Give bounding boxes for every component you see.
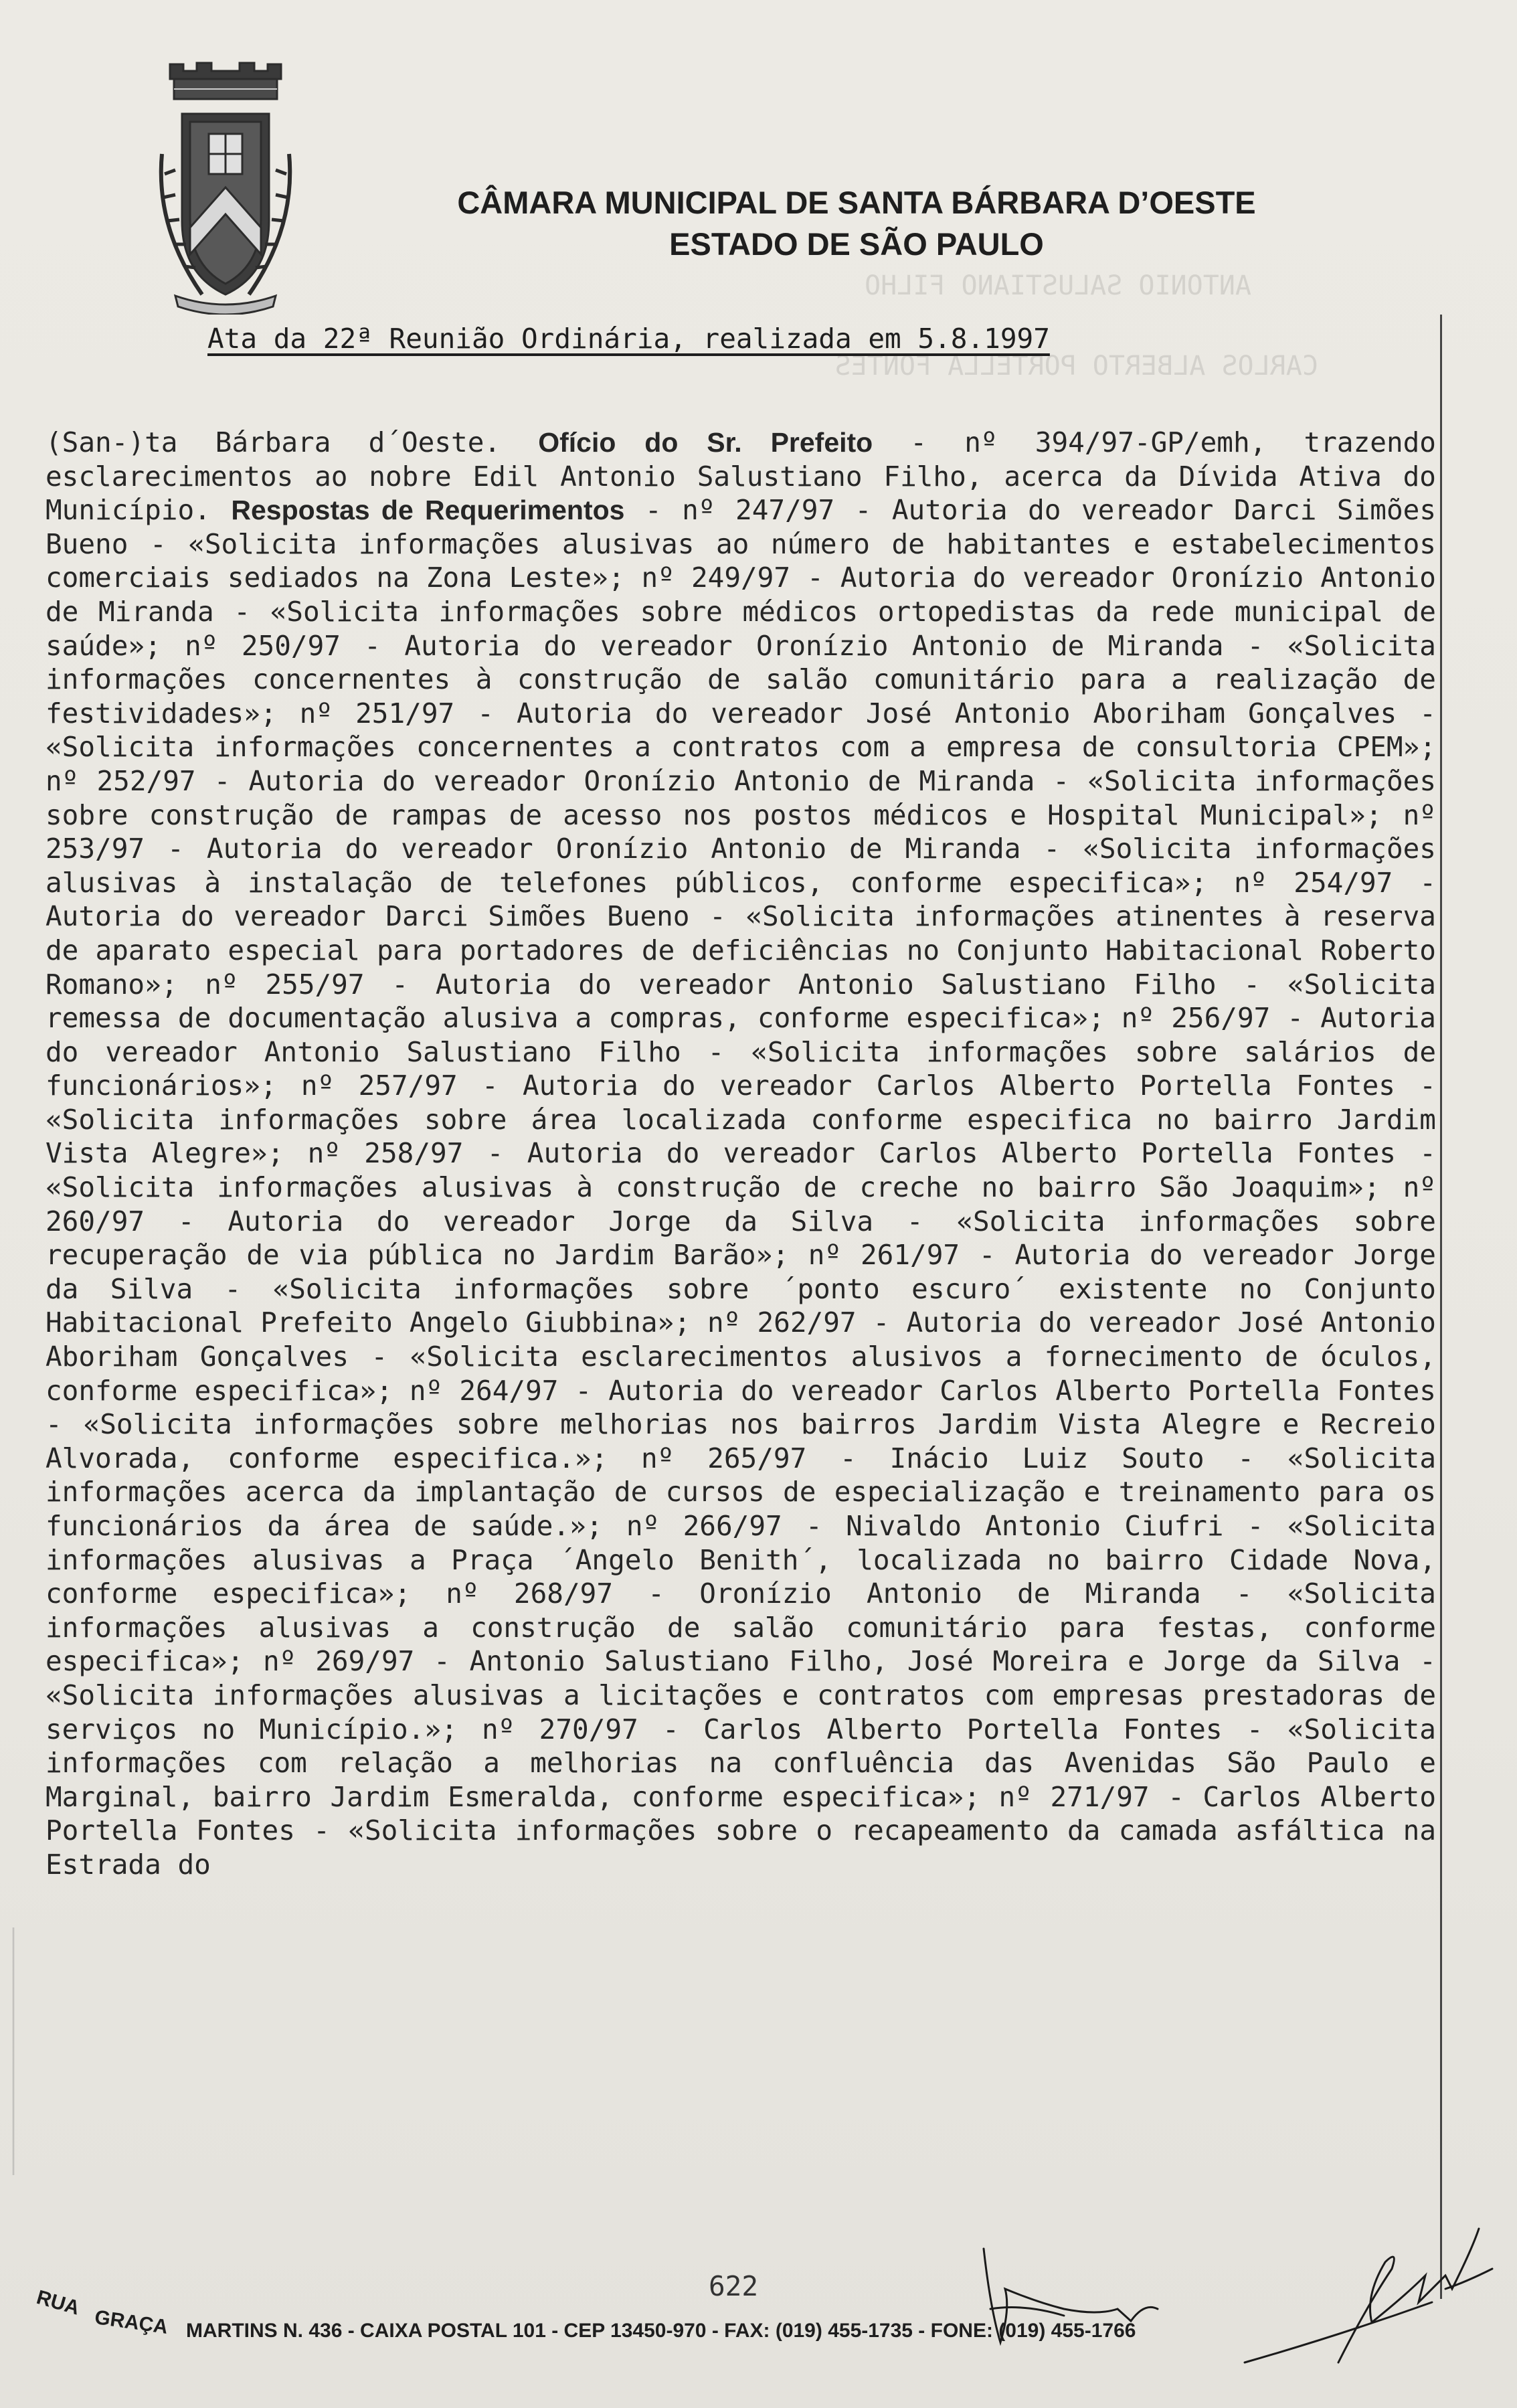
signatures: [964, 2209, 1512, 2383]
requirements-answers-text: - nº 247/97 - Autoria do vereador Darci Simões Bueno - «Solicita informações alusivas ao número de habitantes e estabelecimentos comerciais sediados na Zona Leste»; nº 249/97 - Autoria do vereador Oronízio Antonio de Miranda - «Solicita informações sobre médicos ortopedistas da rede municipal de saúde»; nº 250/97 - Autoria do vereador Oronízio Antonio de Miranda - «Solicita informações concernentes à construção de salão comunitário para a realização de festividades»; nº 251/97 - Autoria do vereador José Antonio Aboriham Gonçalves - «Solicita informações concernentes a contratos com a empresa de consultoria CPEM»; nº 252/97 - Autoria do vereador Oronízio Antonio de Miranda - «Solicita informações sobre construção de rampas de acesso nos postos médicos e Hospital Municipal»; nº 253/97 - Autoria do vereador Oronízio Antonio de Miranda - «Solicita informações alusivas à instalação de telefones públicos, conforme especifica»; nº 254/97 - Autoria do vereador Darci Simões Bueno - «Solicita informações atinentes à reserva de aparato especial para portadores de deficiências no Conjunto Habitacional Roberto Romano»; nº 255/97 - Autoria do vereador Antonio Salustiano Filho - «Solicita remessa de documentação alusiva a compras, conforme especifica»; nº 256/97 - Autoria do vereador Antonio Salustiano Filho - «Solicita informações sobre salários de funcionários»; nº 257/97 - Autoria do vereador Carlos Alberto Portella Fontes - «Solicita informações sobre área localizada conforme especifica no bairro Jardim Vista Alegre»; nº 258/97 - Autoria do vereador Carlos Alberto Portella Fontes - «Solicita informações alusivas à construção de creche no bairro São Joaquim»; nº 260/97 - Autoria do vereador Jorge da Silva - «Solicita informações sobre recuperação de via pública no Jardim Barão»; nº 261/97 - Autoria do vereador Jorge da Silva - «Solicita informações sobre ´ponto escuro´ existente no Conjunto Habitacional Prefeito Angelo Giubbina»; nº 262/97 - Autoria do vereador José Antonio Aboriham Gonçalves - «Solicita esclarecimentos alusivos a fornecimento de óculos, conforme especifica»; nº 264/97 - Autoria do vereador Carlos Alberto Portella Fontes - «Solicita informações sobre melhorias nos bairros Jardim Vista Alegre e Recreio Alvorada, conforme especifica.»; nº 265/97 - Inácio Luiz Souto - «Solicita informações acerca da implantação de cursos de especialização e treinamento para os funcionários da área de saúde.»; nº 266/97 - Nivaldo Antonio Ciufri - «Solicita informações alusivas a Praça ´Angelo Benith´, localizada no bairro Cidade Nova, conforme especifica»; nº 268/97 - Oronízio Antonio de Miranda - «Solicita informações alusivas a construção de salão comunitário para festas, conforme especifica»; nº 269/97 - Antonio Salustiano Filho, José Moreira e Jorge da Silva - «Solicita informações alusivas a licitações e contratos com empresas prestadoras de serviços no Município.»; nº 270/97 - Carlos Alberto Portella Fontes - «Solicita informações com relação a melhorias na confluência das Avenidas São Paulo e Marginal, bairro Jardim Esmeralda, conforme especifica»; nº 271/97 - Carlos Alberto Portella Fontes - «Solicita informações sobre o recapeamento da camada asfáltica na Estrada do: [46, 494, 1436, 1881]
mayor-letter-text: - nº 394/97-GP/emh, trazendo esclarecimentos ao nobre Edil Antonio Salustiano Filho, acerca da Dívida Ativa do Município.: [46, 426, 1436, 527]
right-margin-rule: [1440, 315, 1442, 2299]
heading-requirements-answers: Respostas de Requerimentos: [231, 495, 625, 526]
signature-1-icon: [984, 2249, 1158, 2342]
institution-header: [375, 182, 1338, 265]
page-number: 622: [708, 2270, 759, 2302]
left-margin-mark: [12, 1927, 15, 2175]
body-lead: (San-)ta Bárbara d´Oeste.: [46, 426, 501, 458]
ghost-stamp-line2: CARLOS ALBERTO PORTELLA FONTES: [834, 351, 1318, 381]
footer-rua: RUA: [33, 2286, 82, 2320]
ghost-stamp-line1: ANTONIO SALUSTIANO FILHO: [865, 270, 1251, 301]
signature-2-icon: [1245, 2229, 1492, 2362]
institution-name: CÂMARA MUNICIPAL DE SANTA BÁRBARA D’OESTE: [457, 185, 1256, 220]
heading-mayor-letter: Ofício do Sr. Prefeito: [538, 427, 873, 458]
footer-contact: MARTINS N. 436 - CAIXA POSTAL 101 - CEP 13450-970 - FAX: (019) 455-1735 - FONE: (019) 455-1766: [186, 2320, 1136, 2342]
state-name: ESTADO DE SÃO PAULO: [669, 226, 1044, 262]
municipal-coat-of-arms-icon: [155, 60, 296, 315]
meeting-title: Ata da 22ª Reunião Ordinária, realizada em 5.8.1997: [207, 323, 1050, 355]
minutes-body: [46, 426, 1436, 1882]
footer-graca: GRAÇA: [93, 2306, 169, 2338]
